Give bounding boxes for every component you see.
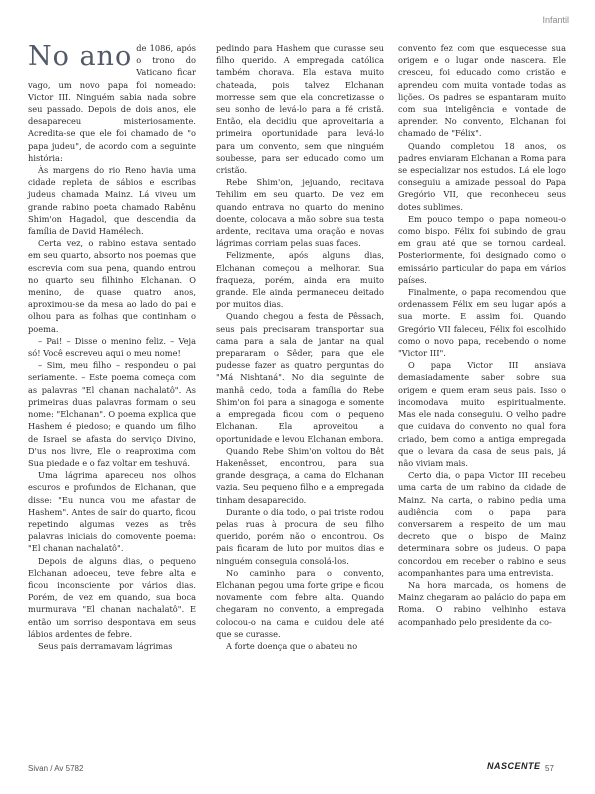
paragraph: Durante o dia todo, o pai triste rodou pelas ruas à procura de seu filho querido, porém não o encontrou. Os pais ficaram de luto por muitos dias e ninguém conseguia consolá-los. [216, 506, 384, 566]
paragraph: O papa Victor III ansiava demasiadamente saber sobre sua origem e quem eram seus pais. Isso o incomodava muito espiritualmente. Mas ele nada conseguiu. O velho padre que cuidava do convento no qual fora criado, bem como a antiga empregada que o levara da casa de seus pais, já não viviam mais. [398, 360, 566, 468]
paragraph: Em pouco tempo o papa nomeou-o como bispo. Félix foi subindo de grau em grau até que se tornou cardeal. Posteriormente, foi designado como o emissário particular do papa em vários países. [398, 213, 566, 285]
paragraph: Depois de alguns dias, o pequeno Elchanan adoeceu, teve febre alta e ficou inconsciente por vários dias. Porém, de vez em quando, sua boca murmurava "El chanan nachalatô". E então um sorriso despontava em seus lábios ardentes de febre. [28, 555, 196, 639]
paragraph: Seus pais derramavam lágrimas [38, 640, 173, 651]
section-label: Infantil [542, 15, 569, 25]
paragraph: Na hora marcada, os homens de Mainz chegaram ao palácio do papa em Roma. O rabino velhinho estava acompanhado pelo presidente da co- [398, 579, 566, 627]
column-1 [28, 42, 196, 652]
column-3 [398, 42, 566, 628]
paragraph: Quando chegou a festa de Pêssach, seus pais precisaram transportar sua cama para a sala de jantar na qual prepararam o Sêder, para que ele pudesse fazer as quatro perguntas do "Má Nishtaná". No dia seguinte de manhã cedo, toda a família do Rebe Shim'on foi para a sinagoga e somente a empregada ficou com o pequeno Elchanan. Ela aproveitou a oportunidade e levou Elchanan embora. [216, 311, 384, 444]
paragraph: Finalmente, o papa recomendou que ordenassem Félix em seu lugar após a sua morte. E assim foi. Quando Gregório VII faleceu, Félix foi escolhido como o novo papa, recebendo o nome "Victor III". [398, 287, 566, 359]
paragraph: A forte doença que o abateu no [226, 640, 358, 651]
paragraph: Às margens do rio Reno havia uma cidade repleta de sábios e escribas judeus chamada Mainz. Lá viveu um grande rabino poeta chamado Rabênu Shim'on Hagadol, que descendia da família de David Hamélech. [28, 165, 196, 237]
drop-cap: No ano [28, 41, 133, 72]
paragraph: Rebe Shim'on, jejuando, recitava Tehilim em seu quarto. De vez em quando entrava no quarto do menino doente, colocava a mão sobre sua testa ardente, recitava uma oração e novas lágrimas corriam pelas suas faces. [216, 177, 384, 249]
opening-paragraph: No ano de 1086, após o trono do Vaticano ficar vago, um novo papa foi nomeado: Victor III. Ninguém sabia nada sobre seu passado. Depois de dois anos, ele desapareceu misteriosamente. Acredita-se que ele foi chamado de "o papa judeu", de acordo com a seguinte história: [28, 41, 196, 163]
paragraph: – Sim, meu filho – respondeu o pai seriamente. – Este poema começa com as palavras "El chanan nachalatô". As primeiras duas palavras formam o seu nome: "Elchanan". O poema explica que Hashem é piedoso; e quando um filho de Israel se afasta do serviço Divino, D'us nos livre, Ele o reaproxima com Sua piedade e o faz voltar em teshuvá. [28, 360, 196, 468]
paragraph: – Pai! – Disse o menino feliz. – Veja só! Você escreveu aqui o meu nome! [28, 335, 196, 359]
paragraph: Quando completou 18 anos, os padres enviaram Elchanan a Roma para se especializar nos estudos. Lá ele logo conseguiu a amizade pessoal do Papa Gregório VII, que reconheceu seus dotes sublimes. [398, 140, 566, 212]
paragraph: Uma lágrima apareceu nos olhos escuros e profundos de Elchanan, que disse: "Eu nunca vou me afastar de Hashem". Antes de sair do quarto, ficou repetindo algumas vezes as três palavras iniciais do comovente poema: "El chanan nachalatô". [28, 470, 196, 554]
paragraph: No caminho para o convento, Elchanan pegou uma forte gripe e ficou novamente com febre alta. Quando chegaram no convento, a empregada colocou-o na cama e cuidou dele até que se curasse. [216, 567, 384, 639]
page-number: 57 [545, 764, 554, 773]
paragraph: Certo dia, o papa Victor III recebeu uma carta de um rabino da cidade de Mainz. Na carta, o rabino pedia uma audiência com o papa para conversarem a respeito de um mau decreto que o bispo de Mainz determinara sobre os judeus. O papa concordou em receber o rabino e seus acompanhantes para uma entrevista. [398, 470, 566, 578]
footer-issue: Sivan / Av 5782 [28, 764, 84, 773]
column-2 [216, 42, 384, 652]
paragraph: convento fez com que esquecesse sua origem e o lugar onde nascera. Ele cresceu, foi educado como cristão e aprendeu com muita vontade todas as lições. Os padres se espantaram muito com sua inteligência e vontade de aprender. No convento, Elchanan foi chamado de "Félix". [398, 43, 566, 139]
paragraph: Felizmente, após alguns dias, Elchanan começou a melhorar. Sua fraqueza, porém, ainda era muito grande. Ele ainda permaneceu deitado por muitos dias. [216, 250, 384, 310]
paragraph: pedindo para Hashem que curasse seu filho querido. A empregada católica também chorava. Ela estava muito chateada, pois talvez Elchanan morresse sem que ela concretizasse o seu sonho de levá-lo para a fé cristã. Então, ela decidiu que aproveitaria a primeira oportunidade para levá-lo para um convento, sem que ninguém soubesse, para ser educado como um cristão. [216, 43, 384, 176]
paragraph: Certa vez, o rabino estava sentado em seu quarto, absorto nos poemas que escrevia com sua pena, quando entrou no quarto seu filhinho Elchanan. O menino, de quase quatro anos, aproximou-se da mesa ao lado do pai e olhou para as folhas que continham o poema. [28, 238, 196, 334]
magazine-logo: NASCENTE [487, 761, 541, 771]
paragraph: Quando Rebe Shim'on voltou do Bêt Hakenêsset, encontrou, para sua grande desgraça, a cama do Elchanan vazia. Seu pequeno filho e a empregada tinham desaparecido. [216, 445, 384, 505]
